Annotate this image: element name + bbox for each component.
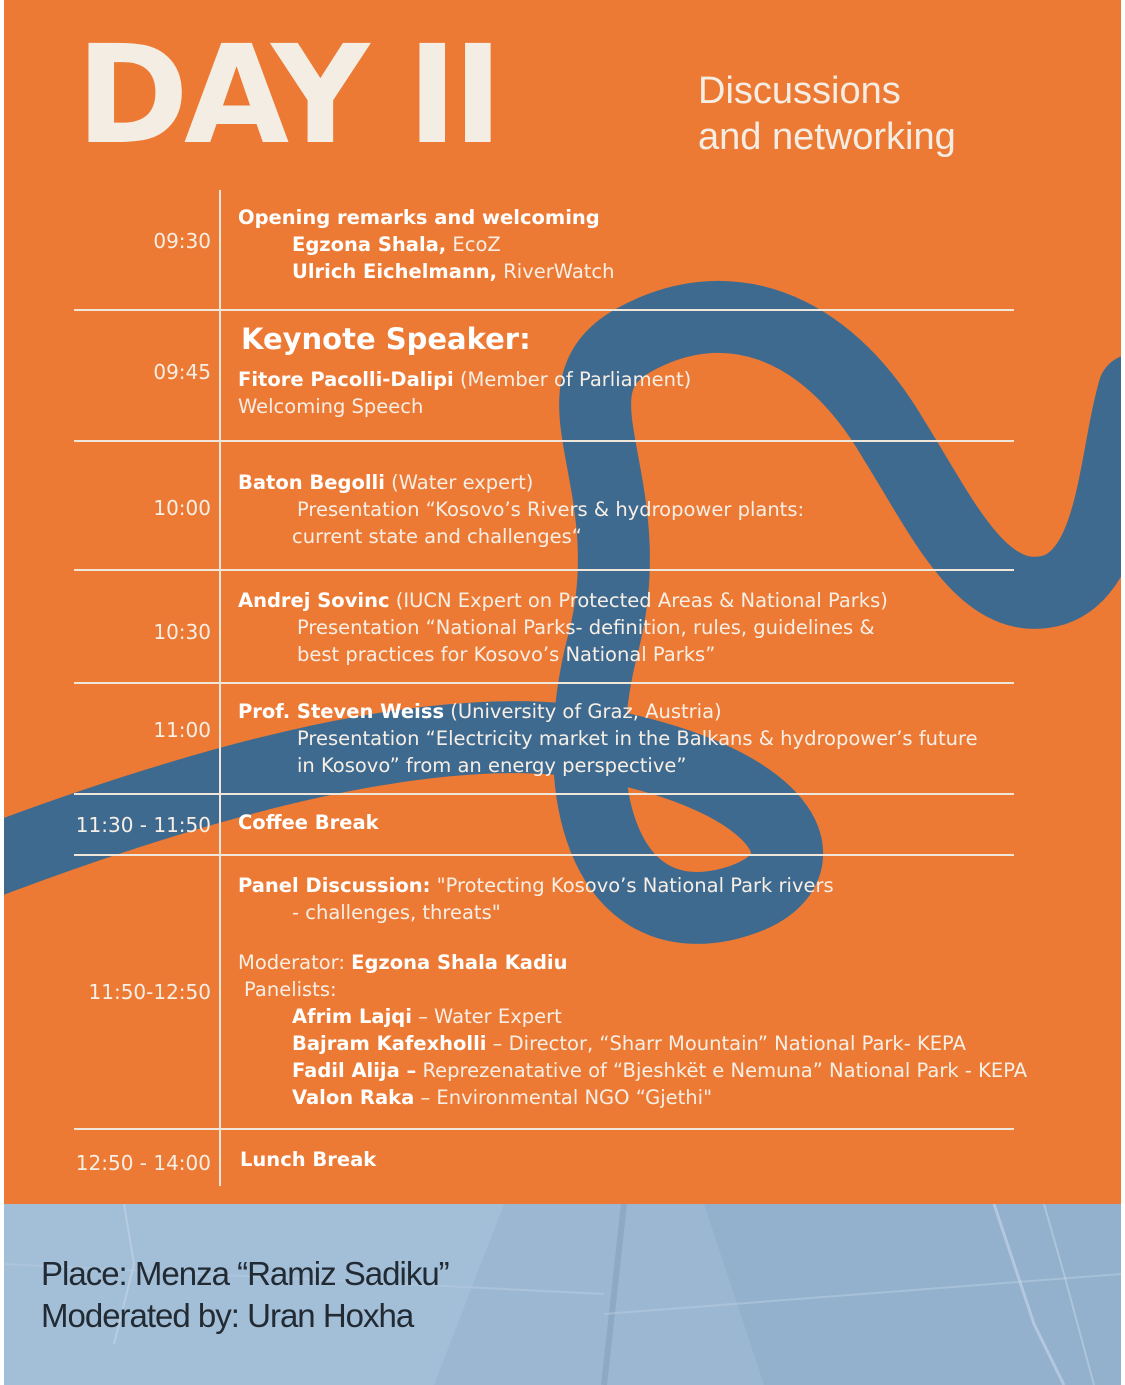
presentation-title-cont: current state and challenges“ [292,525,582,548]
session-electricity-market [238,698,978,779]
speaker-name: Prof. Steven Weiss [238,700,445,723]
row-divider [74,854,1014,856]
presentation-title: Presentation “Electricity market in the Balkans & hydropower’s future [297,727,978,750]
subtitle-line-1: Discussions [698,70,901,112]
session-time-1000: 10:00 [153,496,211,520]
speaker-role: (Water expert) [384,471,534,494]
session-time-panel: 11:50-12:50 [88,980,211,1004]
panelist-role: – Environmental NGO “Gjethi" [414,1086,713,1109]
panelist-name: Afrim Lajqi [292,1005,412,1028]
session-lunch-break [240,1146,376,1173]
panelist-name: Fadil Alija – [292,1059,417,1082]
panelist-role: – Director, “Sharr Mountain” National Park- KEPA [486,1032,966,1055]
panel-participants [238,949,1027,1111]
subtitle [698,68,956,160]
session-water-expert [238,469,804,550]
session-time-1030: 10:30 [153,620,211,644]
panel-topic-cont: - challenges, threats" [292,901,501,924]
panelist-role: – Water Expert [411,1005,562,1028]
keynote-heading: Keynote Speaker: [241,322,531,356]
row-divider [74,1128,1014,1130]
session-panel-discussion [238,872,834,926]
event-poster [4,0,1121,1385]
speaker-name: Andrej Sovinc [238,589,390,612]
speaker-role: (University of Graz, Austria) [444,700,722,723]
session-time-0930: 09:30 [153,229,211,253]
session-time-coffee: 11:30 - 11:50 [75,813,211,837]
row-divider [74,793,1014,795]
session-coffee-break [238,809,379,836]
row-divider [74,682,1014,684]
speaker-name: Ulrich Eichelmann, [292,260,498,283]
presentation-title: Presentation “Kosovo’s Rivers & hydropower plants: [297,498,805,521]
footer-photo-background [4,1204,1121,1385]
moderator-text: Moderated by: Uran Hoxha [41,1297,414,1334]
session-title: Coffee Break [238,811,379,834]
panelist-name: Bajram Kafexholli [292,1032,487,1055]
speaker-role: (IUCN Expert on Protected Areas & National Parks) [389,589,888,612]
row-divider [74,309,1014,311]
panel-topic: "Protecting Kosovo’s National Park rivers [430,874,834,897]
speaker-role: (Member of Parliament) [453,368,692,391]
session-keynote [238,366,691,420]
panel-label: Panel Discussion: [238,874,431,897]
session-time-0945: 09:45 [153,360,211,384]
concrete-wall-photo [4,1204,1121,1385]
session-national-parks [238,587,888,668]
subtitle-line-2: and networking [698,116,956,158]
speaker-org: RiverWatch [497,260,615,283]
speaker-name: Fitore Pacolli-Dalipi [238,368,454,391]
speaker-org: EcoZ [446,233,501,256]
session-time-1100: 11:00 [153,718,211,742]
presentation-title-cont: best practices for Kosovo’s National Parks” [297,643,716,666]
day-title: DAY II [76,17,499,175]
speaker-name: Egzona Shala, [292,233,447,256]
row-divider [74,569,1014,571]
timeline-vertical-divider [219,190,221,1186]
panelists-label: Panelists: [244,978,337,1001]
session-title: Lunch Break [240,1148,377,1171]
moderator-label: Moderator: [238,951,352,974]
session-opening [238,204,615,285]
speaker-name: Baton Begolli [238,471,385,494]
session-title: Opening remarks and welcoming [238,206,600,229]
panelist-name: Valon Raka [292,1086,415,1109]
venue-text: Place: Menza “Ramiz Sadiku” [41,1255,449,1292]
row-divider [74,440,1014,442]
panelist-role: Reprezenatative of “Bjeshkët e Nemuna” National Park - KEPA [416,1059,1028,1082]
presentation-title-cont: in Kosovo” from an energy perspective” [297,754,687,777]
session-topic: Welcoming Speech [238,395,424,418]
moderator-name: Egzona Shala Kadiu [351,951,568,974]
session-time-lunch: 12:50 - 14:00 [75,1151,211,1175]
presentation-title: Presentation “National Parks- definition, rules, guidelines & [297,616,875,639]
